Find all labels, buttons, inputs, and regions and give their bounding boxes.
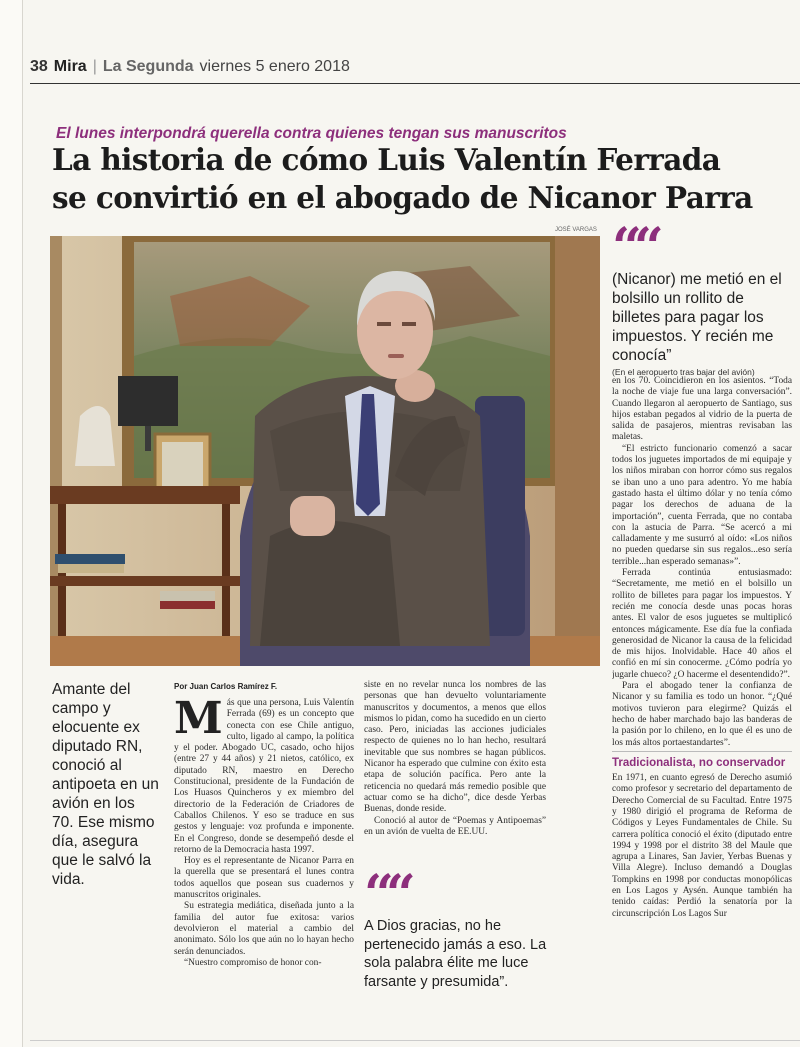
headline-line-2: se convirtió en el abogado de Nicanor Parra bbox=[52, 180, 753, 215]
pull-quote-2-text: A Dios gracias, no he pertenecido jamás a eso. La sola palabra élite me luce farsante y presumida”. bbox=[364, 918, 547, 990]
article-column-3 bbox=[612, 376, 792, 1036]
col3-paragraph-2: “El estricto funcionario comenzó a sacar todos los juguetes importados de mi equipaje y los niños miraban con horror cómo sus regalos se iban uno a uno para adentro. Yo me había gastado hasta el último dólar y no tenía cómo pagar los derechos de aduana de la importación”, cuenta Ferrada, que no contaba con la astucia de Parra. “Se acercó a mi calladamente y me susurró al oído: «Los niños no pueden quedarse sin sus regalos...eso sería terrible...han esperado semanas»”. bbox=[612, 443, 792, 567]
byline: Por Juan Carlos Ramírez F. bbox=[174, 682, 278, 691]
col1-paragraph-2: Hoy es el representante de Nicanor Parra en la querella que se presentará el lunes contra todos aquellos que posean sus cuadernos y manuscritos originales. bbox=[174, 856, 354, 901]
article-column-1 bbox=[174, 693, 354, 969]
col1-paragraph-1: ás que una persona, Luis Valentín Ferrada (69) es un concepto que conecta con ese Chile antiguo, culto, ligado al campo, la política y el poder. Abogado UC, casado, ocho hijos (entre 27 y 44 años) y 21 nietos, católico, ex diputado RN, maestro en Derecho Constitucional, presidente de la Fundación de Los Huasos Quincheros y ex miembro del directorio de la Federación de Criadores de Caballos Chilenos. Y eso se traduce en sus gestos y lenguaje: voz profunda e imponente. En el Congreso, donde se desempeñó desde el retorno de la Democracia hasta 1997. bbox=[174, 698, 354, 855]
section-name: Mira bbox=[53, 58, 87, 75]
pull-quote-2 bbox=[364, 864, 554, 991]
col2-paragraph-1: siste en no revelar nunca los nombres de las personas que han devuelto voluntariamente manuscritos y documentos, a menos que ellos mismos lo pidan, como ha sucedido en un cierto caso. Pero, iniciadas las acciones judiciales respecto de quienes no lo han hecho, resultará inevitable que sus nombres se hagan públicos. Nicanor ha esperado que culmine con éxito esta etapa de solución pacífica. Pero ante la reticencia no quedará más remedio posible que actuar como se ha dicho”, dice desde Yerbas Buenas, donde reside. bbox=[364, 680, 546, 815]
portrait-photo bbox=[50, 236, 600, 666]
col3-paragraph-5: En 1971, en cuanto egresó de Derecho asumió como profesor y secretario del departamento de Derecho Comercial de su Facultad. Entre 1975 y 1980 dirigió el programa de Reforma de Códigos y Leyes Fundamentales de Chile. Su carrera política conoció el éxito (diputado entre 1994 y 1998 por el distrito 38 del Maule que agrupa a Linares, San Javier, Yerbas Buenas y Villa Alegre). Incluso demandó a Douglas Tompkins en 1998 por conductas monopólicas en Los Lagos y Aysén. Aunque también ha tenido caídas: Perdió la senatoría por la circunscripción Los Lagos Sur bbox=[612, 773, 792, 919]
portrait-illustration bbox=[50, 236, 600, 666]
bottom-rule bbox=[30, 1040, 800, 1041]
col3-paragraph-4: Para el abogado tener la confianza de Nicanor y su familia es todo un honor. “¿Qué motivos tuvieron para elegirme? Quizás el hecho de haber marchado bajo las banderas de la pasión por lo chileno, en lo que él es uno de los más altos portaestandartes”. bbox=[612, 681, 792, 748]
pull-quote-1-text: (Nicanor) me metió en el bolsillo un rollito de billetes para pagar los impuestos. Y recién me conocía” bbox=[612, 271, 782, 364]
article-kicker: El lunes interpondrá querella contra quienes tengan sus manuscritos bbox=[56, 125, 567, 142]
col3-paragraph-3: Ferrada continúa entusiasmado: “Secretamente, me metió en el bolsillo un rollito de billetes para pagar los impuestos. Y recién me conocía desde unas pocas horas antes. El valor de esos juguetes se multiplicó entonces mágicamente. Ese día fue la confiada generosidad de Nicanor la causa de la felicidad de mis hijos. Inolvidable. Hace 40 años el confió en mí sin conocerme. ¿Cómo podría yo jugarle chueco? ¿O hacerme el desentendido?”. bbox=[612, 568, 792, 680]
publication-name: La Segunda bbox=[102, 58, 194, 75]
quote-mark-icon: ““ bbox=[364, 864, 408, 925]
header-separator: | bbox=[92, 58, 97, 75]
photo-credit: JOSÉ VARGAS bbox=[555, 227, 597, 233]
col1-paragraph-4: “Nuestro compromiso de honor con- bbox=[184, 957, 322, 968]
section-subhead: Tradicionalista, no conservador bbox=[612, 751, 792, 769]
quote-mark-icon: ““ bbox=[612, 217, 656, 278]
issue-date: viernes 5 enero 2018 bbox=[199, 58, 350, 75]
page-header bbox=[30, 58, 800, 84]
col2-paragraph-2: Conoció al autor de “Poemas y Antipoemas” en un avión de vuelta de EE.UU. bbox=[364, 815, 546, 837]
article-lede: Amante del campo y elocuente ex diputado RN, conoció al antipoeta en un avión en los 70. Ese mismo día, asegura que le salvó la vida. bbox=[52, 681, 159, 888]
article-column-2 bbox=[364, 680, 546, 838]
article-headline bbox=[52, 141, 792, 217]
pull-quote-1-source: (En el aeropuerto tras bajar del avión) bbox=[612, 367, 755, 377]
page-number: 38 bbox=[30, 58, 48, 75]
col3-paragraph-1: en los 70. Coincidieron en los asientos. “Toda la noche de viaje fue una larga conversación”. Cuando llegaron al aeropuerto de Santiago, sus hijos estaban pegados al vidrio de la puerta de salida de pasajeros, mientras revisaban las maletas. bbox=[612, 376, 792, 443]
col1-paragraph-3: Su estrategia mediática, diseñada junto a la familia del autor fue exitosa: varios devolvieron el material a cambio del anonimato. Sólo los que aún no lo hayan hecho serán denunciados. bbox=[174, 901, 354, 957]
headline-line-1: La historia de cómo Luis Valentín Ferrada bbox=[52, 142, 721, 177]
drop-cap: M bbox=[174, 693, 223, 744]
pull-quote-1 bbox=[612, 217, 792, 377]
